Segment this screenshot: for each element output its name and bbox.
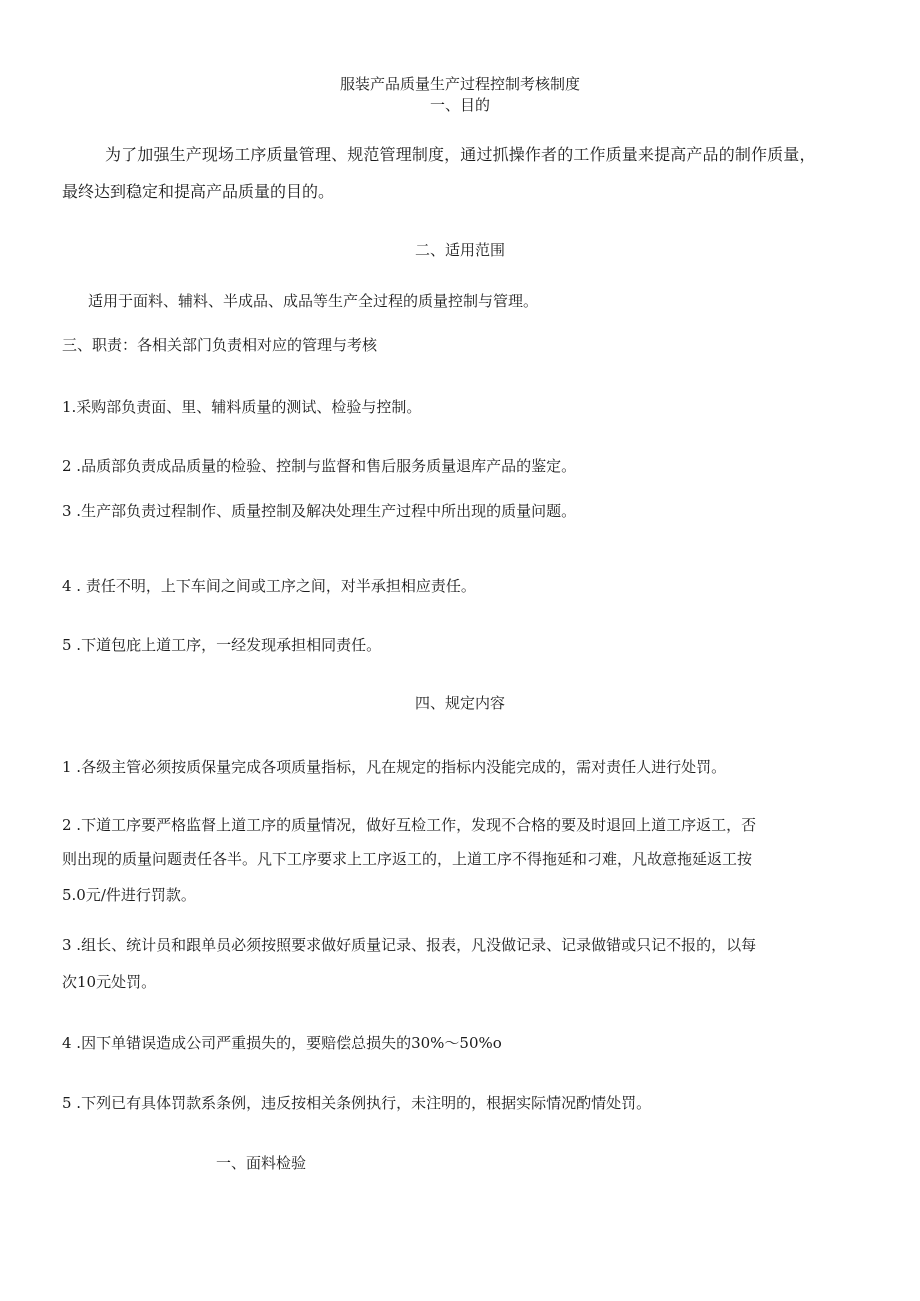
section-heading-purpose: 一、目的 [429, 96, 490, 114]
scope-paragraph: 适用于面料、辅料、半成品、成品等生产全过程的质量控制与管理。 [88, 292, 539, 310]
section-heading-rules: 四、规定内容 [414, 694, 505, 712]
duties-item-4: 4 . 责任不明，上下车间之间或工序之间，对半承担相应责任。 [62, 577, 476, 595]
duties-item-2: 2 .品质部负责成品质量的检验、控制与监督和售后服务质量退库产品的鉴定。 [62, 457, 577, 475]
rules-item-3-line-2: 次10元处罚。 [62, 973, 157, 991]
duties-item-1: 1.采购部负责面、里、辅料质量的测试、检验与控制。 [62, 398, 422, 416]
duties-item-5: 5 .下道包庇上道工序，一经发现承担相同责任。 [62, 636, 382, 654]
rules-item-4: 4 .因下单错误造成公司严重损失的，要赔偿总损失的30%～50%o [62, 1034, 502, 1052]
section-heading-scope: 二、适用范围 [414, 241, 505, 259]
document-title: 服装产品质量生产过程控制考核制度 [339, 75, 580, 93]
section-heading-fabric-inspection: 一、面料检验 [216, 1154, 307, 1172]
duties-item-3: 3 .生产部负责过程制作、质量控制及解决处理生产过程中所出现的质量问题。 [62, 502, 577, 520]
rules-item-2-line-1: 2 .下道工序要严格监督上道工序的质量情况，做好互检工作，发现不合格的要及时退回上道工序返工，否 [62, 816, 757, 834]
rules-item-5: 5 .下列已有具体罚款系条例，违反按相关条例执行，未注明的，根据实际情况酌情处罚。 [62, 1094, 652, 1112]
section-heading-duties: 三、职责：各相关部门负责相对应的管理与考核 [62, 336, 378, 354]
purpose-paragraph-line-1: 为了加强生产现场工序质量管理、规范管理制度，通过抓操作者的工作质量来提高产品的制作质量， [105, 145, 816, 164]
rules-item-2-line-2: 则出现的质量问题责任各半。凡下工序要求上工序返工的，上道工序不得拖延和刁难，凡故意拖延返工按 [62, 850, 753, 868]
rules-item-1: 1 .各级主管必须按质保量完成各项质量指标，凡在规定的指标内没能完成的，需对责任人进行处罚。 [62, 758, 727, 776]
rules-item-3-line-1: 3 .组长、统计员和跟单员必须按照要求做好质量记录、报表，凡没做记录、记录做错或只记不报的，以每 [62, 936, 757, 954]
purpose-paragraph-line-2: 最终达到稳定和提高产品质量的目的。 [62, 182, 335, 201]
rules-item-2-line-3: 5.0元/件进行罚款。 [62, 886, 196, 904]
